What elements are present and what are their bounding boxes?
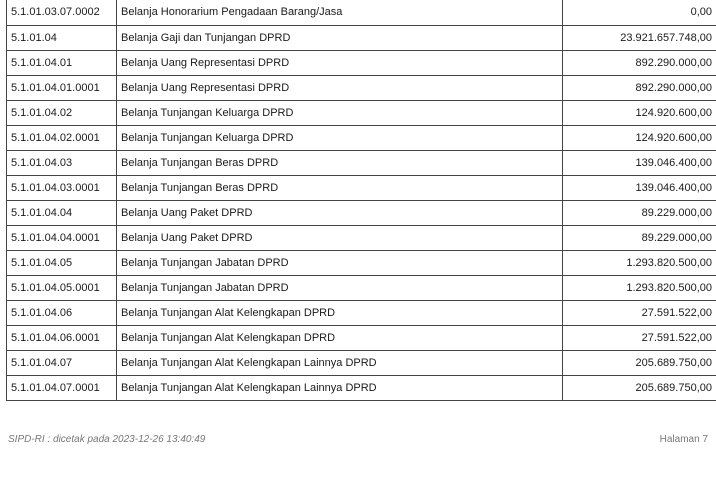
table-row (7, 225, 716, 250)
description-cell: Belanja Tunjangan Beras DPRD (117, 175, 563, 200)
table-row (7, 200, 716, 225)
description-cell: Belanja Gaji dan Tunjangan DPRD (117, 25, 563, 50)
amount-cell: 1.293.820.500,00 (563, 275, 716, 300)
amount-cell: 139.046.400,00 (563, 150, 716, 175)
table-row (7, 100, 716, 125)
account-code-cell: 5.1.01.04.03.0001 (7, 175, 117, 200)
table-row (7, 150, 716, 175)
account-code-cell: 5.1.01.04.02.0001 (7, 125, 117, 150)
account-code-cell: 5.1.01.04.04.0001 (7, 225, 117, 250)
table-row (7, 75, 716, 100)
budget-sheet (6, 0, 716, 401)
amount-cell: 89.229.000,00 (563, 200, 716, 225)
description-cell: Belanja Tunjangan Jabatan DPRD (117, 275, 563, 300)
description-cell: Belanja Tunjangan Jabatan DPRD (117, 250, 563, 275)
print-timestamp: SIPD-RI : dicetak pada 2023-12-26 13:40:49 (8, 434, 206, 445)
account-code-cell: 5.1.01.04.06.0001 (7, 325, 117, 350)
table-row (7, 375, 716, 400)
amount-cell: 892.290.000,00 (563, 75, 716, 100)
description-cell: Belanja Uang Paket DPRD (117, 225, 563, 250)
account-code-cell: 5.1.01.04 (7, 25, 117, 50)
description-cell: Belanja Tunjangan Alat Kelengkapan Lainnya DPRD (117, 350, 563, 375)
description-cell: Belanja Uang Representasi DPRD (117, 50, 563, 75)
table-row (7, 50, 716, 75)
table-row (7, 300, 716, 325)
account-code-cell: 5.1.01.04.07 (7, 350, 117, 375)
description-cell: Belanja Tunjangan Keluarga DPRD (117, 125, 563, 150)
amount-cell: 89.229.000,00 (563, 225, 716, 250)
amount-cell: 0,00 (563, 0, 716, 25)
table-row (7, 25, 716, 50)
amount-cell: 23.921.657.748,00 (563, 25, 716, 50)
amount-cell: 1.293.820.500,00 (563, 250, 716, 275)
account-code-cell: 5.1.01.04.01.0001 (7, 75, 117, 100)
table-row (7, 250, 716, 275)
description-cell: Belanja Tunjangan Keluarga DPRD (117, 100, 563, 125)
budget-table-body (7, 0, 716, 400)
description-cell: Belanja Uang Representasi DPRD (117, 75, 563, 100)
account-code-cell: 5.1.01.04.06 (7, 300, 117, 325)
table-row (7, 275, 716, 300)
amount-cell: 205.689.750,00 (563, 350, 716, 375)
amount-cell: 124.920.600,00 (563, 100, 716, 125)
table-row (7, 0, 716, 25)
description-cell: Belanja Tunjangan Alat Kelengkapan Lainnya DPRD (117, 375, 563, 400)
description-cell: Belanja Honorarium Pengadaan Barang/Jasa (117, 0, 563, 25)
amount-cell: 205.689.750,00 (563, 375, 716, 400)
account-code-cell: 5.1.01.04.05.0001 (7, 275, 117, 300)
description-cell: Belanja Tunjangan Beras DPRD (117, 150, 563, 175)
account-code-cell: 5.1.01.03.07.0002 (7, 0, 117, 25)
budget-table (6, 0, 716, 401)
table-row (7, 175, 716, 200)
account-code-cell: 5.1.01.04.05 (7, 250, 117, 275)
description-cell: Belanja Tunjangan Alat Kelengkapan DPRD (117, 325, 563, 350)
table-row (7, 350, 716, 375)
amount-cell: 27.591.522,00 (563, 325, 716, 350)
table-row (7, 325, 716, 350)
table-row (7, 125, 716, 150)
page-number: Halaman 7 (659, 434, 708, 445)
description-cell: Belanja Uang Paket DPRD (117, 200, 563, 225)
amount-cell: 892.290.000,00 (563, 50, 716, 75)
account-code-cell: 5.1.01.04.07.0001 (7, 375, 117, 400)
amount-cell: 27.591.522,00 (563, 300, 716, 325)
account-code-cell: 5.1.01.04.04 (7, 200, 117, 225)
account-code-cell: 5.1.01.04.02 (7, 100, 117, 125)
account-code-cell: 5.1.01.04.01 (7, 50, 117, 75)
account-code-cell: 5.1.01.04.03 (7, 150, 117, 175)
amount-cell: 139.046.400,00 (563, 175, 716, 200)
description-cell: Belanja Tunjangan Alat Kelengkapan DPRD (117, 300, 563, 325)
amount-cell: 124.920.600,00 (563, 125, 716, 150)
